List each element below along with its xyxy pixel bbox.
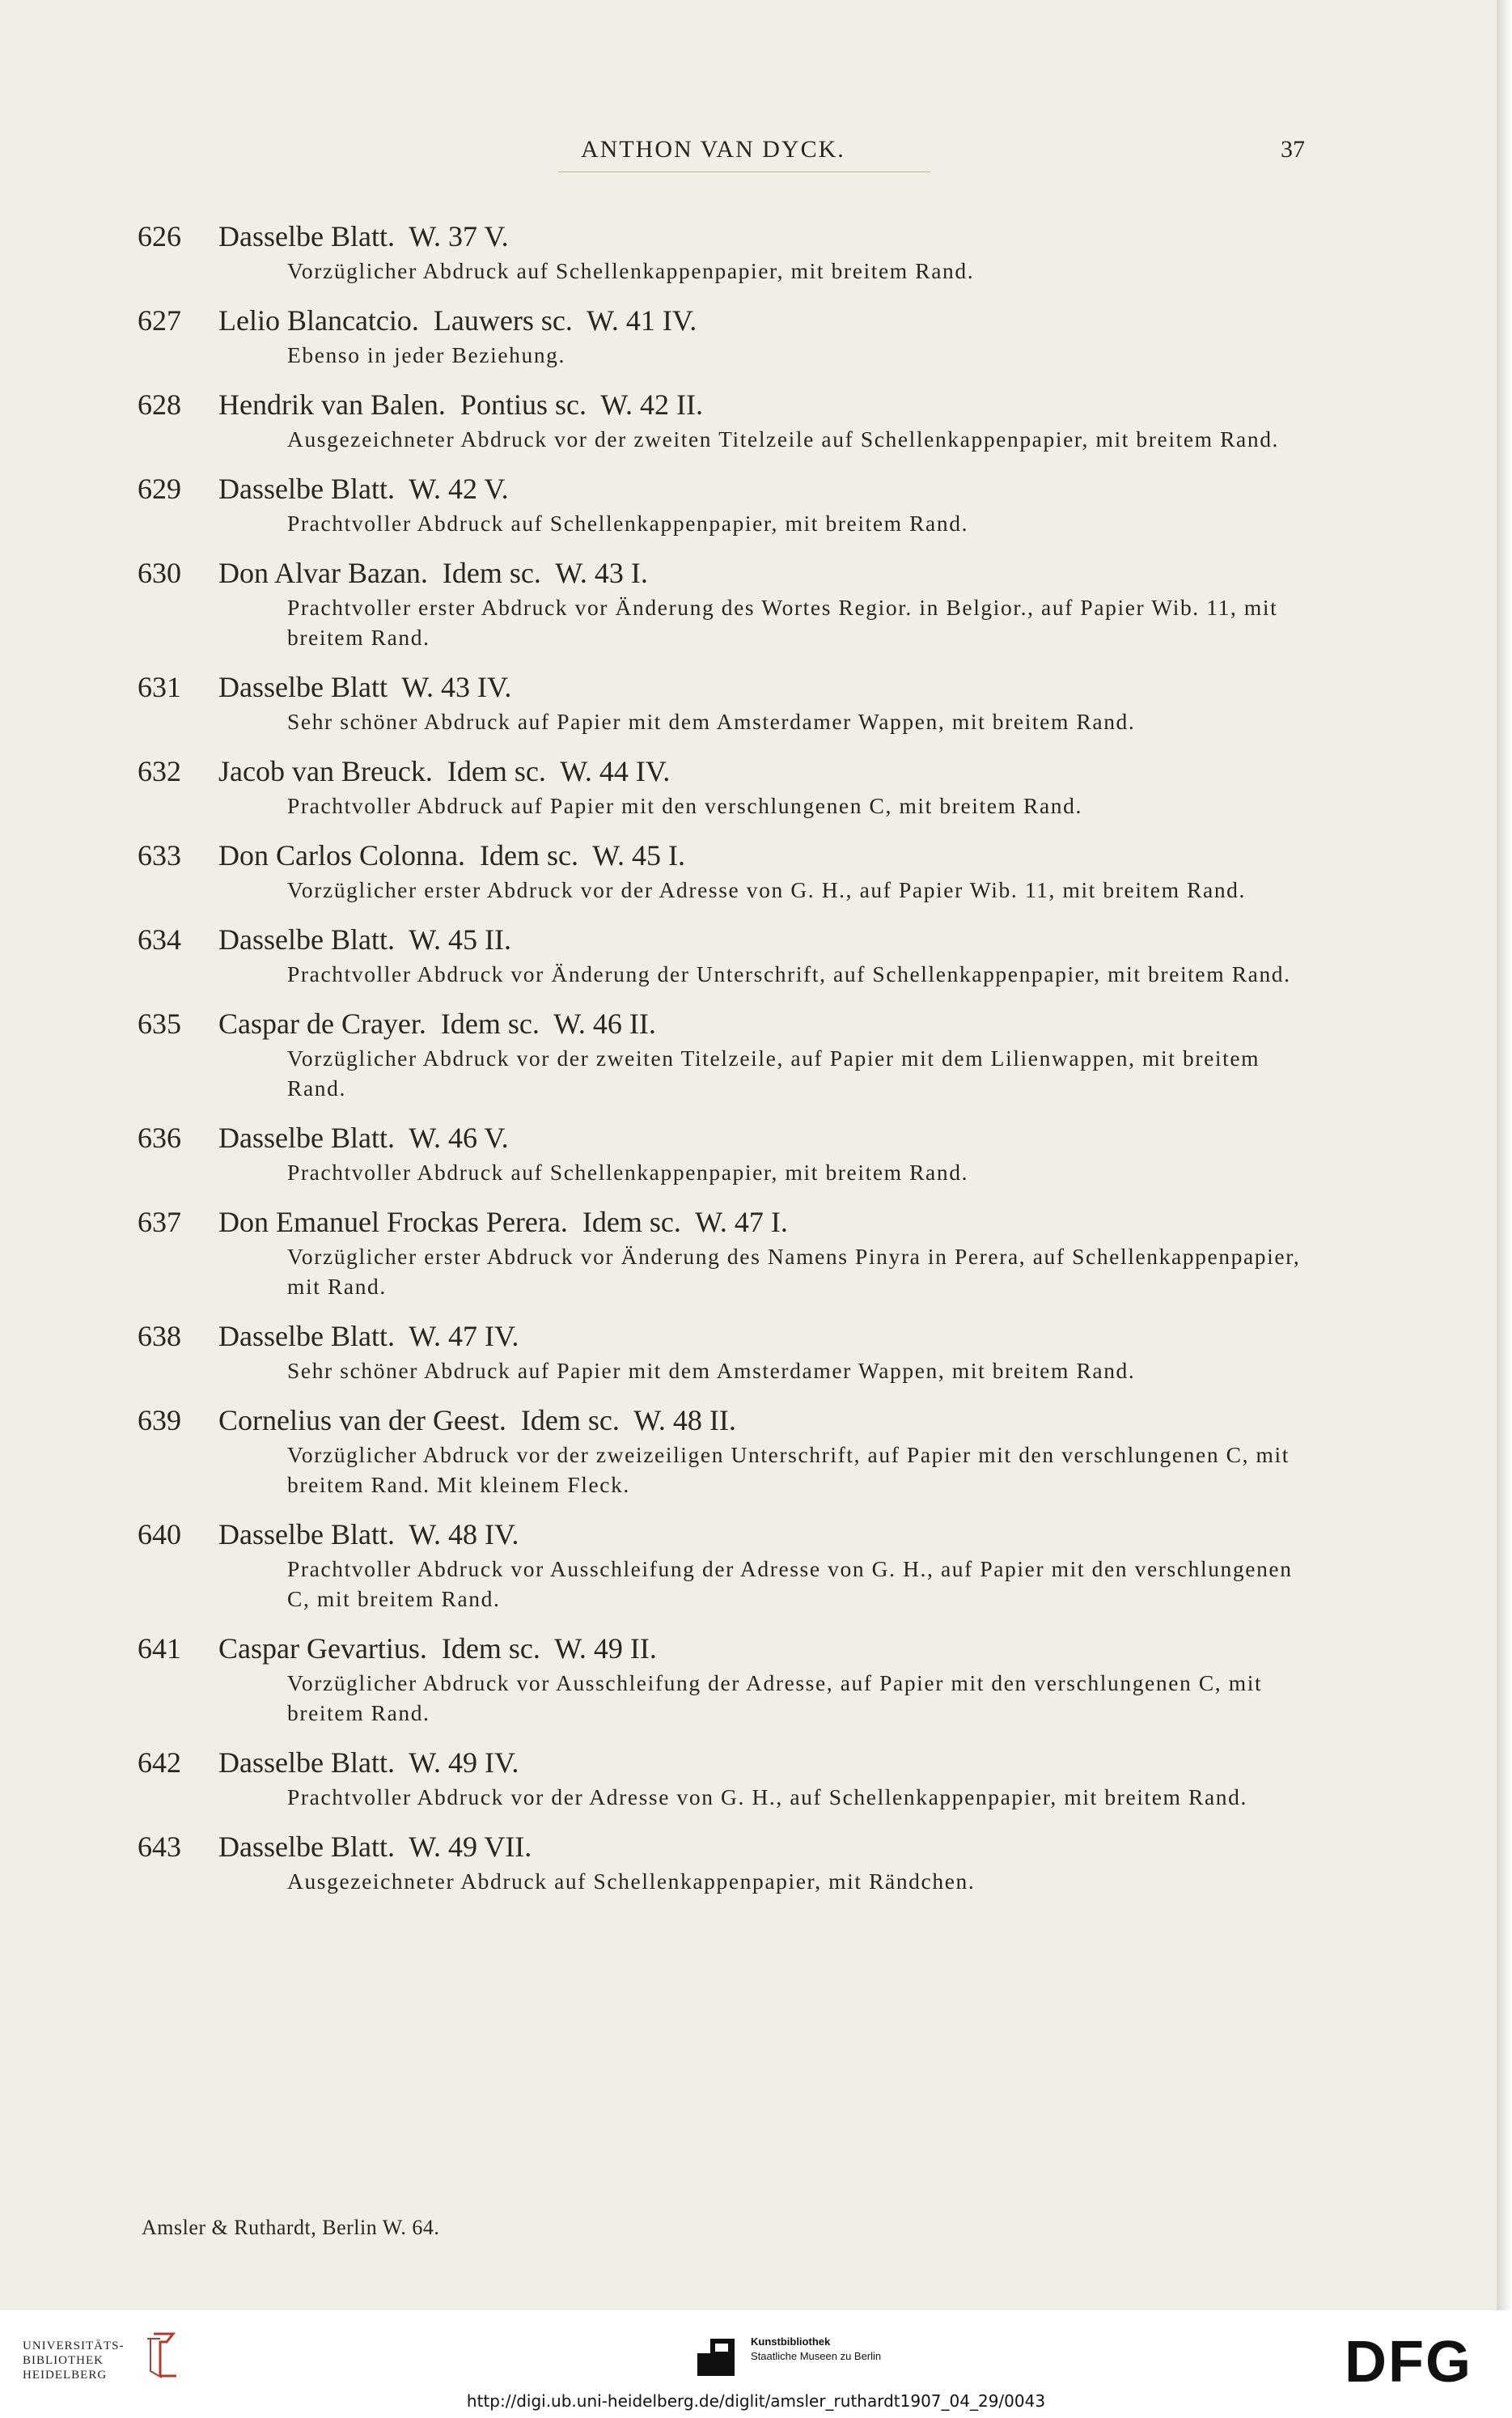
permalink-url[interactable]: http://digi.ub.uni-heidelberg.de/diglit/amsler_ruthardt1907_04_29/0043 bbox=[466, 2391, 1046, 2411]
university-library-logo[interactable] bbox=[23, 2339, 125, 2382]
running-head bbox=[0, 136, 1497, 176]
dfg-logo[interactable]: DFG bbox=[1345, 2330, 1472, 2395]
entry-heading bbox=[138, 217, 1319, 256]
entry-title: Caspar de Crayer. Idem sc. W. 46 II. bbox=[218, 1008, 656, 1040]
entry-title: Hendrik van Balen. Pontius sc. W. 42 II. bbox=[218, 388, 703, 421]
catalogue-entry bbox=[138, 1743, 1319, 1812]
entry-number: 635 bbox=[138, 1008, 181, 1040]
university-logo-line: BIBLIOTHEK bbox=[23, 2354, 104, 2367]
entry-number: 633 bbox=[138, 839, 181, 872]
entry-heading bbox=[138, 1827, 1319, 1866]
entry-heading bbox=[138, 1743, 1319, 1782]
catalogue-entry bbox=[138, 1401, 1319, 1500]
catalogue-entry bbox=[138, 1317, 1319, 1385]
catalogue-entry bbox=[138, 1629, 1319, 1728]
entry-description: Vorzüglicher erster Abdruck vor Änderung des Namens Pinyra in Perera, auf Schellenkappenpapier, mit Rand. bbox=[287, 1244, 1301, 1299]
entry-title: Dasselbe Blatt. W. 42 V. bbox=[218, 473, 509, 505]
university-logo-line: HEIDELBERG bbox=[23, 2369, 108, 2382]
catalogue-entry bbox=[138, 1203, 1319, 1301]
catalogue-entry bbox=[138, 1827, 1319, 1896]
entry-description: Vorzüglicher erster Abdruck vor der Adresse von G. H., auf Papier Wib. 11, mit breitem Rand. bbox=[287, 877, 1246, 902]
entry-description: Prachtvoller Abdruck vor Ausschleifung der Adresse von G. H., auf Papier mit den verschlungenen C, mit breitem Rand. bbox=[287, 1556, 1293, 1611]
entry-heading bbox=[138, 752, 1319, 791]
entry-number: 627 bbox=[138, 304, 181, 337]
museum-logo-icon bbox=[697, 2339, 735, 2376]
entry-title: Lelio Blancatcio. Lauwers sc. W. 41 IV. bbox=[218, 304, 697, 337]
page-number: 37 bbox=[1281, 136, 1305, 163]
catalogue-entry bbox=[138, 668, 1319, 736]
entry-number: 636 bbox=[138, 1122, 181, 1154]
entry-number: 629 bbox=[138, 473, 181, 505]
entry-heading bbox=[138, 469, 1319, 508]
entry-heading bbox=[138, 1515, 1319, 1554]
entry-description: Prachtvoller Abdruck auf Papier mit den verschlungenen C, mit breitem Rand. bbox=[287, 793, 1082, 818]
catalogue-entry bbox=[138, 554, 1319, 652]
page-edge bbox=[1497, 0, 1512, 2310]
catalogue-entry bbox=[138, 301, 1319, 370]
entry-description: Ausgezeichneter Abdruck vor der zweiten Titelzeile auf Schellenkappenpapier, mit breitem Rand. bbox=[287, 426, 1280, 452]
entry-heading bbox=[138, 385, 1319, 424]
catalogue-entry bbox=[138, 469, 1319, 538]
university-logo-line: UNIVERSITÄTS- bbox=[23, 2340, 125, 2352]
entry-number: 632 bbox=[138, 755, 181, 787]
entry-heading bbox=[138, 554, 1319, 592]
entry-heading bbox=[138, 1317, 1319, 1355]
entry-heading bbox=[138, 1401, 1319, 1440]
catalogue-entry bbox=[138, 1515, 1319, 1614]
entry-number: 631 bbox=[138, 671, 181, 703]
entry-title: Dasselbe Blatt. W. 47 IV. bbox=[218, 1320, 519, 1352]
entry-description: Prachtvoller Abdruck vor Änderung der Unterschrift, auf Schellenkappenpapier, mit breitem Rand. bbox=[287, 961, 1291, 986]
printer-imprint: Amsler & Ruthardt, Berlin W. 64. bbox=[142, 2216, 440, 2239]
entry-title: Cornelius van der Geest. Idem sc. W. 48 II. bbox=[218, 1404, 736, 1436]
catalogue-entries bbox=[138, 217, 1319, 1911]
entry-title: Don Emanuel Frockas Perera. Idem sc. W. 47 I. bbox=[218, 1206, 788, 1238]
entry-title: Dasselbe Blatt. W. 49 VII. bbox=[218, 1830, 532, 1863]
catalogue-entry bbox=[138, 1004, 1319, 1103]
entry-title: Dasselbe Blatt. W. 46 V. bbox=[218, 1122, 509, 1154]
entry-number: 639 bbox=[138, 1404, 181, 1436]
footer-bar bbox=[0, 2310, 1512, 2418]
catalogue-entry bbox=[138, 752, 1319, 821]
entry-number: 643 bbox=[138, 1830, 181, 1863]
entry-number: 638 bbox=[138, 1320, 181, 1352]
entry-number: 626 bbox=[138, 220, 181, 252]
entry-description: Prachtvoller Abdruck auf Schellenkappenpapier, mit breitem Rand. bbox=[287, 511, 969, 536]
entry-title: Dasselbe Blatt. W. 37 V. bbox=[218, 220, 509, 252]
entry-description: Prachtvoller erster Abdruck vor Änderung des Wortes Regior. in Belgior., auf Papier Wib. 11, mit breitem Rand. bbox=[287, 595, 1278, 650]
entry-title: Caspar Gevartius. Idem sc. W. 49 II. bbox=[218, 1632, 657, 1665]
entry-heading bbox=[138, 1629, 1319, 1668]
museum-title: Kunstbibliothek bbox=[751, 2335, 831, 2348]
entry-description: Sehr schöner Abdruck auf Papier mit dem Amsterdamer Wappen, mit breitem Rand. bbox=[287, 709, 1136, 734]
university-emblem-icon bbox=[138, 2331, 183, 2381]
entry-title: Dasselbe Blatt. W. 49 IV. bbox=[218, 1746, 519, 1779]
museum-name[interactable] bbox=[751, 2335, 881, 2364]
entry-description: Prachtvoller Abdruck vor der Adresse von G. H., auf Schellenkappenpapier, mit breitem Rand. bbox=[287, 1784, 1247, 1809]
museum-subtitle: Staatliche Museen zu Berlin bbox=[751, 2350, 882, 2362]
entry-number: 641 bbox=[138, 1632, 181, 1665]
entry-heading bbox=[138, 1004, 1319, 1043]
entry-heading bbox=[138, 1203, 1319, 1241]
entry-number: 634 bbox=[138, 923, 181, 956]
running-title: ANTHON VAN DYCK. bbox=[581, 136, 845, 163]
catalogue-entry bbox=[138, 1118, 1319, 1187]
entry-title: Dasselbe Blatt. W. 45 II. bbox=[218, 923, 511, 956]
entry-number: 630 bbox=[138, 557, 181, 589]
entry-description: Vorzüglicher Abdruck vor der zweizeiligen Unterschrift, auf Papier mit den verschlungenen C, mit breitem Rand. Mit kleinem Fleck. bbox=[287, 1442, 1290, 1497]
entry-number: 642 bbox=[138, 1746, 181, 1779]
entry-heading bbox=[138, 668, 1319, 706]
entry-heading bbox=[138, 301, 1319, 340]
entry-heading bbox=[138, 1118, 1319, 1157]
entry-description: Sehr schöner Abdruck auf Papier mit dem Amsterdamer Wappen, mit breitem Rand. bbox=[287, 1358, 1136, 1383]
entry-description: Ebenso in jeder Beziehung. bbox=[287, 342, 566, 367]
entry-heading bbox=[138, 920, 1319, 959]
catalogue-entry bbox=[138, 217, 1319, 286]
entry-title: Dasselbe Blatt W. 43 IV. bbox=[218, 671, 512, 703]
entry-description: Ausgezeichneter Abdruck auf Schellenkappenpapier, mit Rändchen. bbox=[287, 1869, 976, 1894]
catalogue-entry bbox=[138, 385, 1319, 454]
entry-description: Prachtvoller Abdruck auf Schellenkappenpapier, mit breitem Rand. bbox=[287, 1160, 969, 1185]
catalogue-entry bbox=[138, 920, 1319, 989]
entry-title: Dasselbe Blatt. W. 48 IV. bbox=[218, 1518, 519, 1550]
entry-title: Don Carlos Colonna. Idem sc. W. 45 I. bbox=[218, 839, 685, 872]
entry-title: Jacob van Breuck. Idem sc. W. 44 IV. bbox=[218, 755, 671, 787]
entry-description: Vorzüglicher Abdruck vor der zweiten Titelzeile, auf Papier mit dem Lilienwappen, mit breitem Rand. bbox=[287, 1046, 1260, 1101]
entry-title: Don Alvar Bazan. Idem sc. W. 43 I. bbox=[218, 557, 648, 589]
entry-description: Vorzüglicher Abdruck auf Schellenkappenpapier, mit breitem Rand. bbox=[287, 258, 975, 283]
entry-number: 640 bbox=[138, 1518, 181, 1550]
entry-description: Vorzüglicher Abdruck vor Ausschleifung der Adresse, auf Papier mit den verschlungenen C, mit breitem Rand. bbox=[287, 1670, 1263, 1725]
catalogue-entry bbox=[138, 836, 1319, 905]
entry-number: 637 bbox=[138, 1206, 181, 1238]
entry-number: 628 bbox=[138, 388, 181, 421]
entry-heading bbox=[138, 836, 1319, 875]
